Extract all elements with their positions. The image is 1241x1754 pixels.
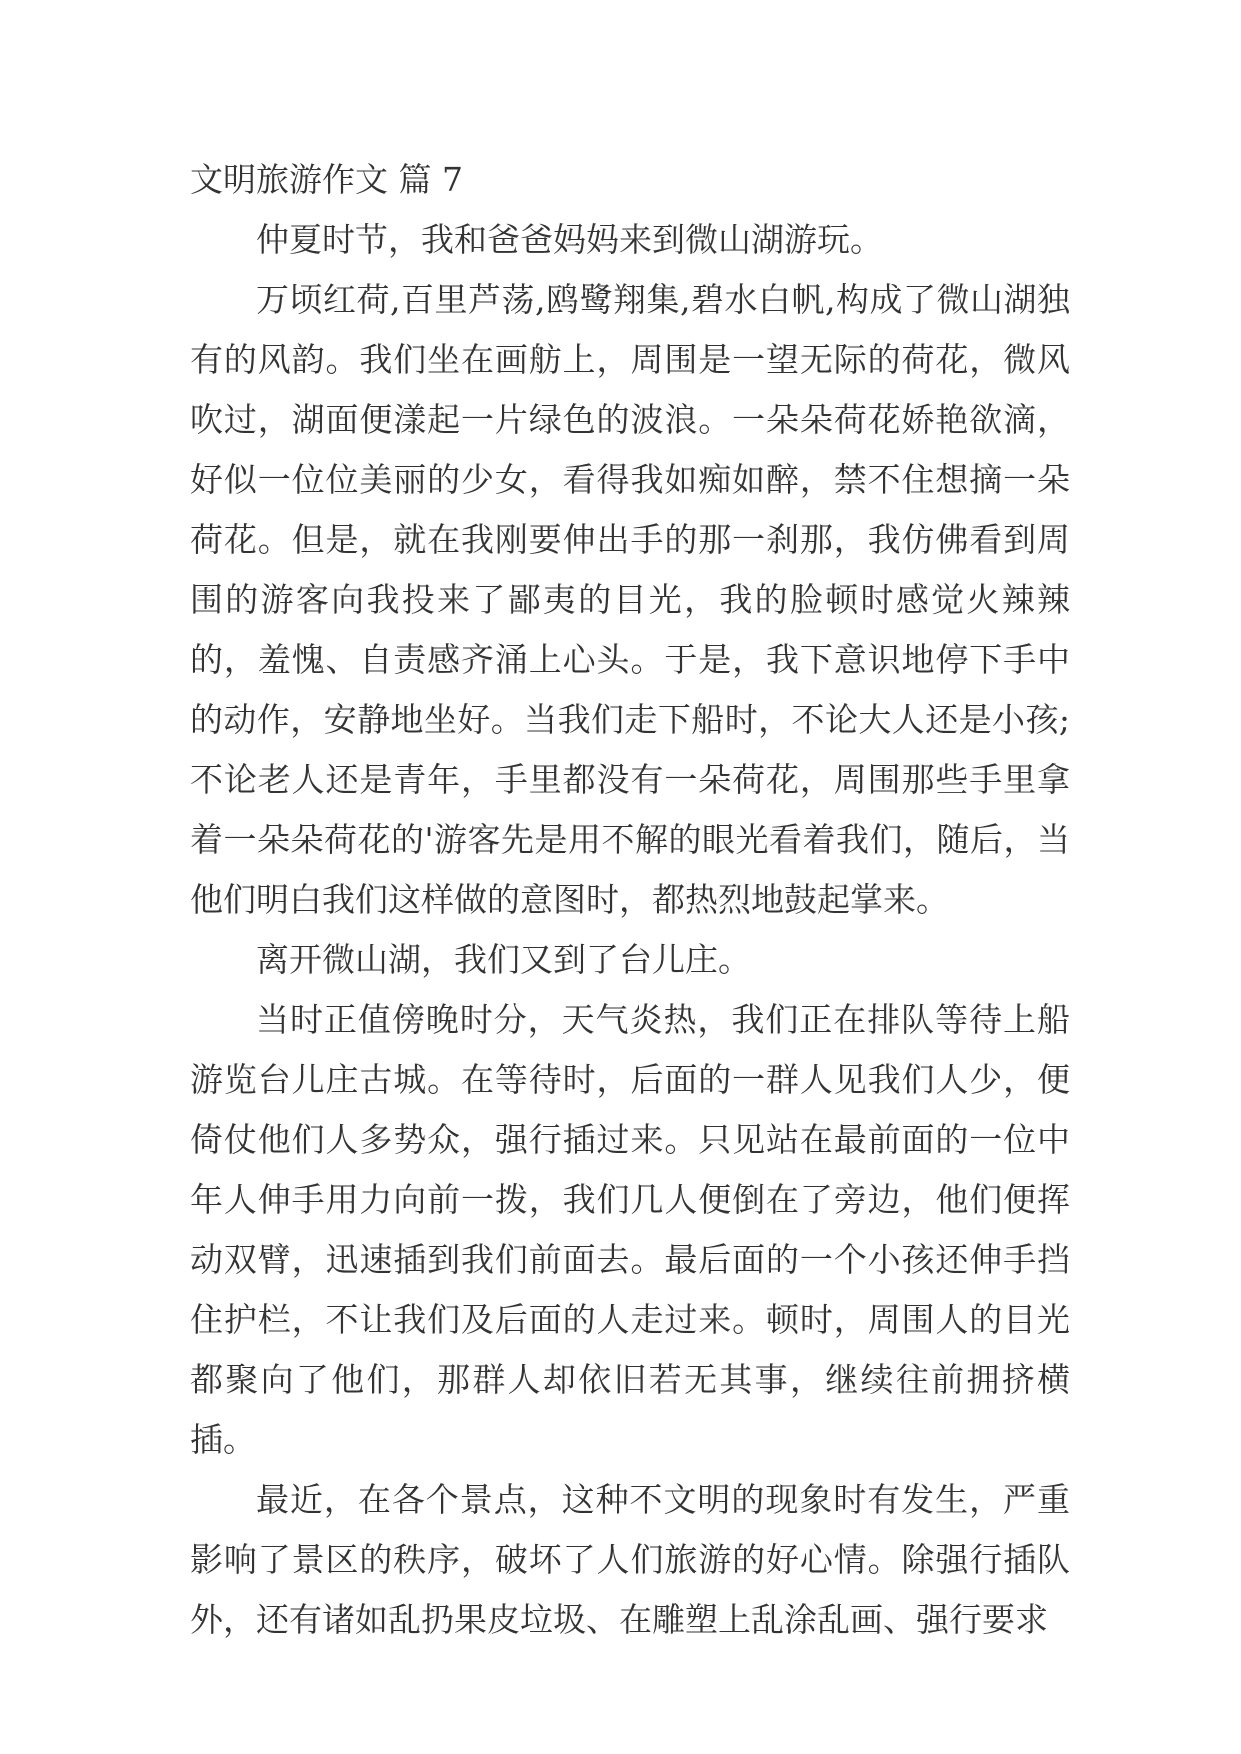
document-title: 文明旅游作文 篇 7: [190, 160, 463, 199]
paragraph-5: 最近，在各个景点，这种不文明的现象时有发生，严重影响了景区的秩序，破坏了人们旅游的好心情。除强行插队外，还有诸如乱扔果皮垃圾、在雕塑上乱涂乱画、强行要求: [190, 1480, 1070, 1639]
paragraph-3: 离开微山湖，我们又到了台儿庄。: [256, 940, 751, 979]
paragraph-4: 当时正值傍晚时分，天气炎热，我们正在排队等待上船游览台儿庄古城。在等待时，后面的一群人见我们人少，便倚仗他们人多势众，强行插过来。只见站在最前面的一位中年人伸手用力向前一拨，我们几人便倒在了旁边，他们便挥动双臂，迅速插到我们前面去。最后面的一个小孩还伸手挡住护栏，不让我们及后面的人走过来。顿时，周围人的目光都聚向了他们，那群人却依旧若无其事，继续往前拥挤横插。: [190, 1000, 1070, 1459]
document-body: [190, 150, 1070, 1650]
paragraph-2: 万顷红荷,百里芦荡,鸥鹭翔集,碧水白帆,构成了微山湖独有的风韵。我们坐在画舫上，周围是一望无际的荷花，微风吹过，湖面便漾起一片绿色的波浪。一朵朵荷花娇艳欲滴，好似一位位美丽的少女，看得我如痴如醉，禁不住想摘一朵荷花。但是，就在我刚要伸出手的那一刹那，我仿佛看到周围的游客向我投来了鄙夷的目光，我的脸顿时感觉火辣辣的，羞愧、自责感齐涌上心头。于是，我下意识地停下手中的动作，安静地坐好。当我们走下船时，不论大人还是小孩;不论老人还是青年，手里都没有一朵荷花，周围那些手里拿着一朵朵荷花的'游客先是用不解的眼光看着我们，随后，当他们明白我们这样做的意图时，都热烈地鼓起掌来。: [190, 280, 1070, 919]
paragraph-1: 仲夏时节，我和爸爸妈妈来到微山湖游玩。: [256, 220, 883, 259]
